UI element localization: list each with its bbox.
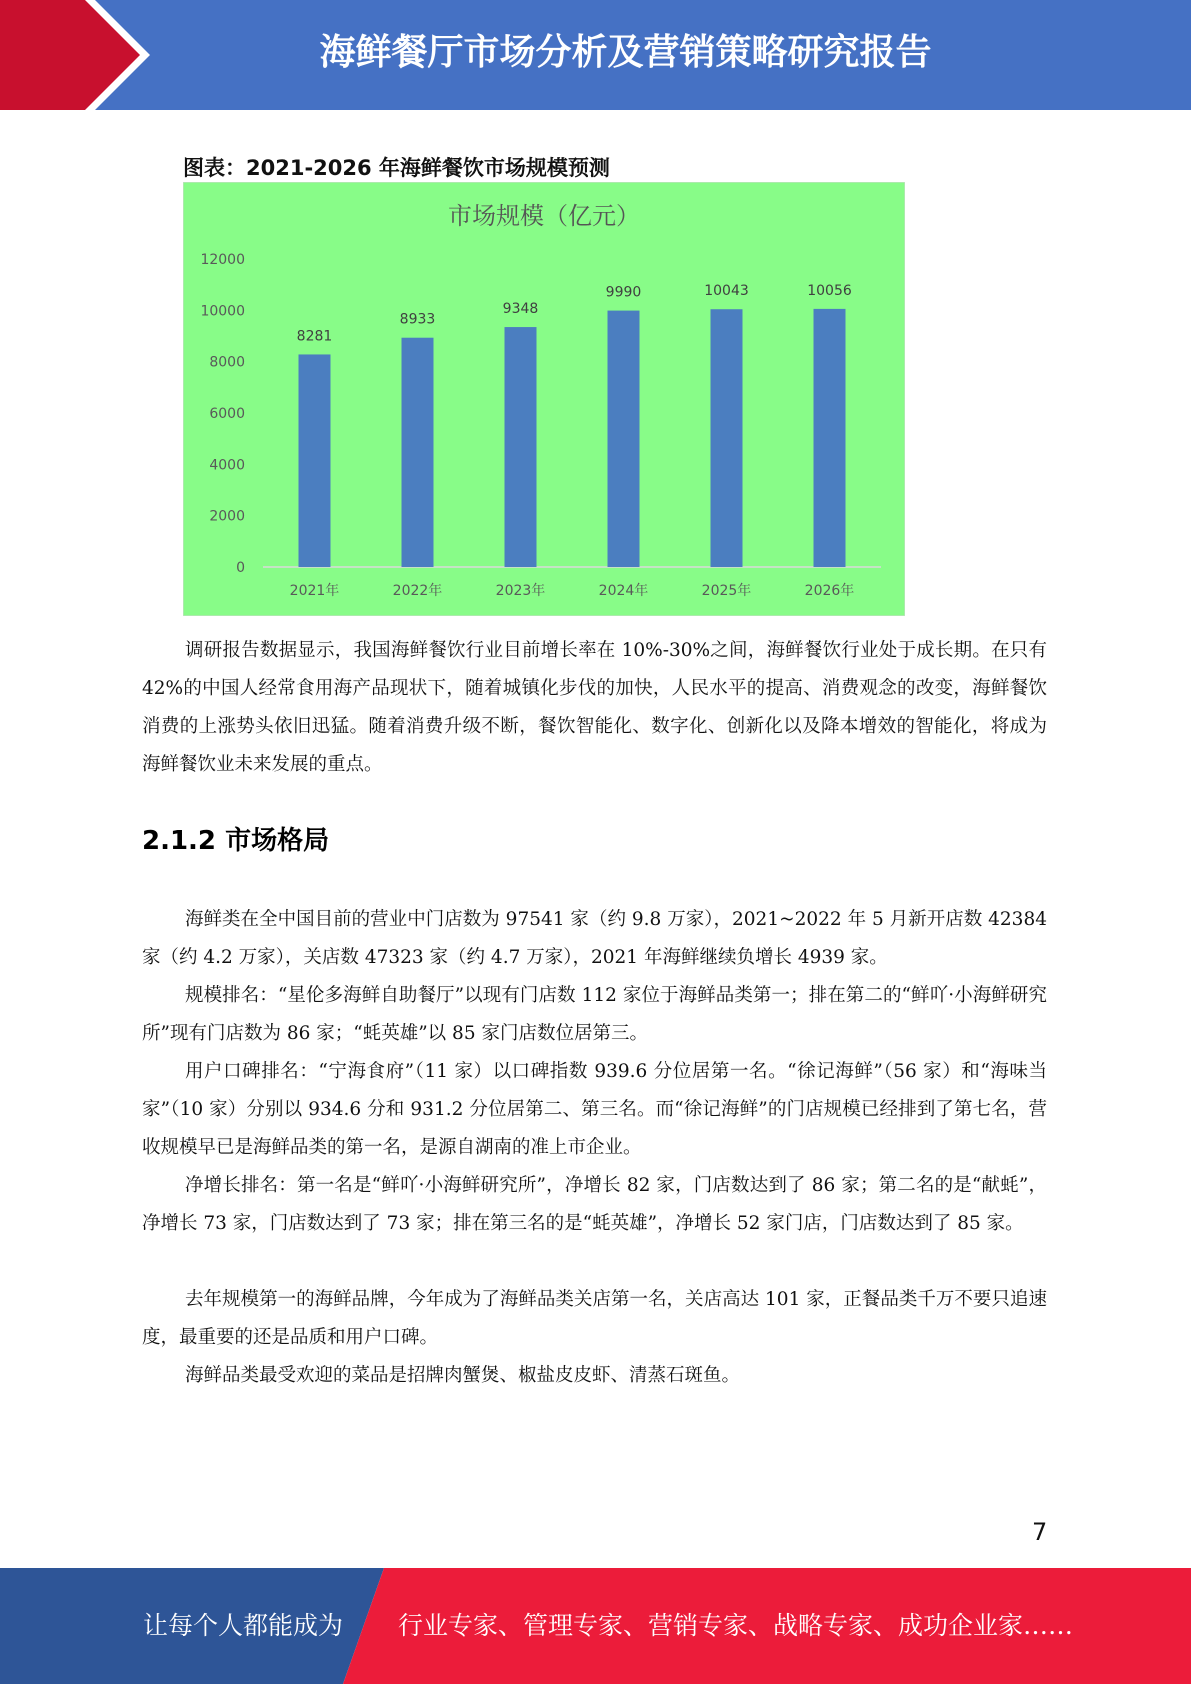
y-tick-label: 8000 — [209, 354, 245, 371]
y-tick-label: 4000 — [209, 457, 245, 474]
paragraph-growth-ranking: 净增长排名：第一名是“鲜吖·小海鲜研究所”，净增长 82 家，门店数达到了 86 家；第二名的是“献蚝”，净增长 73 家，门店数达到了 73 家；排在第三名的是“蚝英雄”，净增长 52 家门店，门店数达到了 85 家。 — [142, 1175, 1047, 1234]
x-tick-label: 2024年 — [598, 583, 649, 599]
bar-value-label: 8281 — [296, 328, 333, 345]
y-tick-label: 0 — [236, 560, 245, 576]
x-tick-label: 2023年 — [495, 583, 546, 599]
paragraph-closures: 去年规模第一的海鲜品牌，今年成为了海鲜品类关店第一名，关店高达 101 家，正餐品类千万不要只追速度，最重要的还是品质和用户口碑。 — [142, 1289, 1047, 1348]
market-size-bar-chart — [183, 182, 905, 616]
bar-value-label: 9348 — [502, 301, 539, 318]
bar-value-label: 10043 — [704, 283, 749, 300]
y-tick-label: 2000 — [209, 508, 245, 525]
bar-2023年 — [505, 327, 537, 567]
figure-caption: 图表：2021-2026 年海鲜餐饮市场规模预测 — [183, 156, 610, 180]
paragraph-store-count: 海鲜类在全中国目前的营业中门店数为 97541 家（约 9.8 万家），2021~2022 年 5 月新开店数 42384 家（约 4.2 万家），关店数 47323 家（约 4.7 万家），2021 年海鲜继续负增长 4939 家。 — [142, 909, 1047, 968]
bar-2022年 — [402, 338, 434, 567]
bar-value-label: 10056 — [807, 282, 852, 299]
bar-2025年 — [711, 309, 743, 567]
y-tick-label: 12000 — [200, 252, 245, 268]
y-tick-label: 6000 — [209, 406, 245, 422]
x-tick-label: 2022年 — [392, 583, 443, 599]
paragraph-growth: 调研报告数据显示，我国海鲜餐饮行业目前增长率在 10%-30%之间，海鲜餐饮行业处于成长期。在只有 42%的中国人经常食用海产品现状下，随着城镇化步伐的加快，人民水平的提高、消费观念的改变，海鲜餐饮消费的上涨势头依旧迅猛。随着消费升级不断，餐饮智能化、数字化、创新化以及降本增效的智能化，将成为海鲜餐饮业未来发展的重点。 — [142, 640, 1047, 775]
paragraph-reputation-ranking: 用户口碑排名：“宁海食府”（11 家）以口碑指数 939.6 分位居第一名。“徐记海鲜”（56 家）和“海味当家”（10 家）分别以 934.6 分和 931.2 分位居第二、第三名。而“徐记海鲜”的门店规模已经排到了第七名，营收规模早已是海鲜品类的第一名，是源自湖南的准上市企业。 — [142, 1061, 1047, 1158]
footer-slogan-right: 行业专家、管理专家、营销专家、战略专家、成功企业家…… — [398, 1611, 1074, 1640]
section-heading: 2.1.2 市场格局 — [142, 826, 330, 856]
header-banner — [0, 0, 1191, 110]
paragraph-popular-dishes: 海鲜品类最受欢迎的菜品是招牌肉蟹煲、椒盐皮皮虾、清蒸石斑鱼。 — [185, 1365, 741, 1386]
footer-banner — [0, 1568, 1191, 1684]
chart-title: 市场规模（亿元） — [448, 202, 640, 230]
paragraph-scale-ranking: 规模排名：“星伦多海鲜自助餐厅”以现有门店数 112 家位于海鲜品类第一；排在第二的“鲜吖·小海鲜研究所”现有门店数为 86 家；“蚝英雄”以 85 家门店数位居第三。 — [142, 985, 1047, 1044]
chart-background — [183, 182, 905, 616]
x-tick-label: 2026年 — [804, 583, 855, 599]
y-tick-label: 10000 — [200, 303, 245, 320]
bar-value-label: 8933 — [399, 311, 436, 328]
footer-slogan-left: 让每个人都能成为 — [143, 1611, 344, 1640]
x-tick-label: 2021年 — [289, 583, 340, 599]
bar-2026年 — [814, 309, 846, 567]
document-title: 海鲜餐厅市场分析及营销策略研究报告 — [319, 32, 932, 73]
x-tick-label: 2025年 — [701, 583, 752, 599]
bar-value-label: 9990 — [605, 284, 642, 301]
page-number: 7 — [1032, 1518, 1048, 1546]
bar-2021年 — [299, 354, 331, 567]
bar-2024年 — [608, 311, 640, 567]
